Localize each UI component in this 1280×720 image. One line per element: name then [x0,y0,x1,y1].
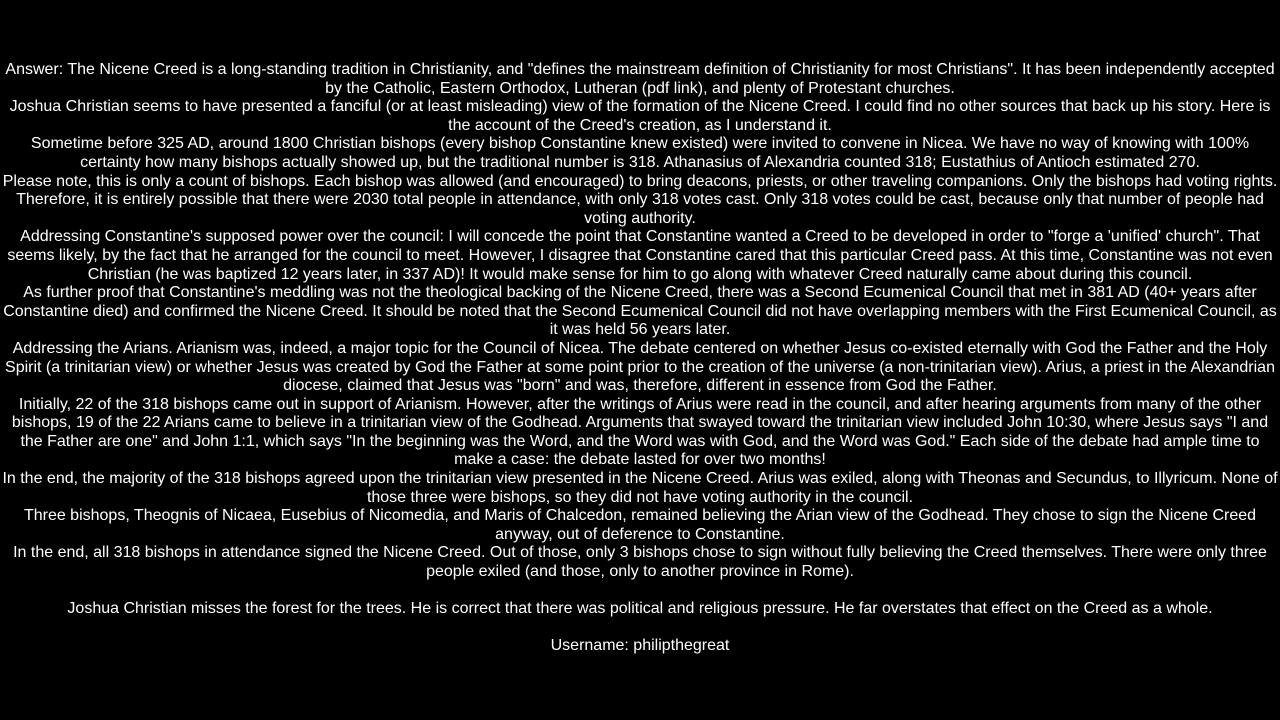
answer-paragraph-intro: Answer: The Nicene Creed is a long-standing tradition in Christianity, and "defines the mainstream definition of Christianity for most Christians". It has been independently accepted by the Catholic, Eastern Orthodox, Lutheran (pdf link), and plenty of Protestant churches. [5,61,1275,97]
paragraph-spacer [0,619,1280,638]
username-line: Username: philipthegreat [550,637,730,655]
paragraph-spacer [0,582,1280,601]
answer-paragraph-three-bishops: Three bishops, Theognis of Nicaea, Eusebius of Nicomedia, and Maris of Chalcedon, remained believing the Arian view of the Godhead. They chose to sign the Nicene Creed anyway, out of deference to Constantine. [23,507,1257,543]
answer-paragraph-majority: In the end, the majority of the 318 bishops agreed upon the trinitarian view presented in the Nicene Creed. Arius was exiled, along with Theonas and Secundus, to Illyricum. None of those three were bishops, so they did not have voting authority in the council. [2,470,1278,506]
answer-conclusion: Joshua Christian misses the forest for the trees. He is correct that there was political and religious pressure. He far overstates that effect on the Creed as a whole. [67,600,1213,618]
answer-document [0,61,1280,656]
answer-paragraph-all-signed: In the end, all 318 bishops in attendance signed the Nicene Creed. Out of those, only 3 bishops chose to sign without fully believing the Creed themselves. There were only three people exiled (and those, only to another province in Rome). [13,544,1267,581]
answer-paragraph-joshua-view: Joshua Christian seems to have presented a fanciful (or at least misleading) view of the formation of the Nicene Creed. I could find no other sources that back up his story. Here is the account of the Creed's creation, as I understand it. [9,98,1271,134]
answer-paragraph-arians: Addressing the Arians. Arianism was, indeed, a major topic for the Council of Nicea. The debate centered on whether Jesus co-existed eternally with God the Father and the Holy Spirit (a trinitarian view) or whether Jesus was created by God the Father at some point prior to the creation of the universe (a non-trinitarian view). Arius, a priest in the Alexandrian diocese, claimed that Jesus was "born" and was, therefore, different in essence from God the Father. [5,339,1275,395]
answer-paragraph-arian-bishops: Initially, 22 of the 318 bishops came out in support of Arianism. However, after the writings of Arius were read in the council, and after hearing arguments from many of the other bishops, 19 of the 22 Arians came to believe in a trinitarian view of the Godhead. Arguments that swayed toward the trinitarian view included John 10:30, where Jesus says "I and the Father are one" and John 1:1, which says "In the beginning was the Word, and the Word was with God, and the Word was God." Each side of the debate had ample time to make a case: the debate lasted for over two months! [11,395,1269,469]
answer-paragraph-second-council: As further proof that Constantine's meddling was not the theological backing of the Nicene Creed, there was a Second Ecumenical Council that met in 381 AD (40+ years after Constantine died) and confirmed the Nicene Creed. It should be noted that the Second Ecumenical Council did not have overlapping members with the First Ecumenical Council, as it was held 56 years later. [3,284,1277,339]
answer-paragraph-voting-rights: Please note, this is only a count of bishops. Each bishop was allowed (and encouraged) to bring deacons, priests, or other traveling companions. Only the bishops had voting rights. Therefore, it is entirely possible that there were 2030 total people in attendance, with only 318 votes cast. Only 318 votes could be cast, because only that number of people had voting authority. [2,172,1278,227]
answer-paragraph-constantine: Addressing Constantine's supposed power over the council: I will concede the point that Constantine wanted a Creed to be developed in order to "forge a 'unified' church". That seems likely, by the fact that he arranged for the council to meet. However, I disagree that Constantine cared that this particular Creed pass. At this time, Constantine was not even Christian (he was baptized 12 years later, in 337 AD)! It would make sense for him to go along with whatever Creed naturally came about during this council. [7,228,1273,283]
answer-paragraph-bishops-count: Sometime before 325 AD, around 1800 Christian bishops (every bishop Constantine knew existed) were invited to convene in Nicea. We have no way of knowing with 100% certainty how many bishops actually showed up, but the traditional number is 318. Athanasius of Alexandria counted 318; Eustathius of Antioch estimated 270. [30,135,1250,171]
